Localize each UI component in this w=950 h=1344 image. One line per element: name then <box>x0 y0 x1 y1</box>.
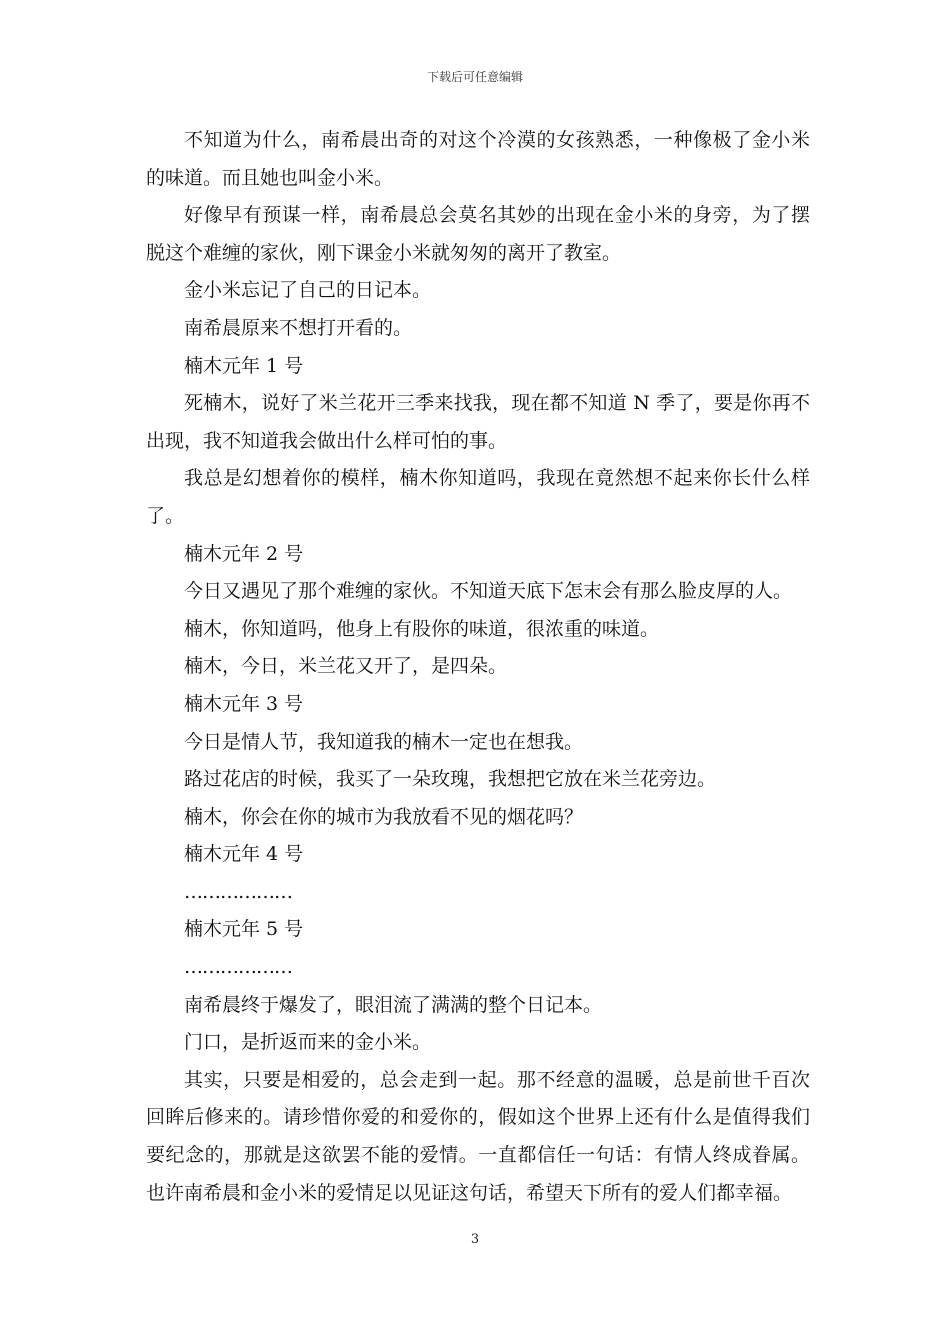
ellipsis-line: ……………… <box>184 880 292 903</box>
paragraph: 南希晨原来不想打开看的。 <box>184 316 413 339</box>
paragraph: 楠木，你知道吗，他身上有股你的味道，很浓重的味道。 <box>184 617 660 640</box>
paragraph: 楠木，你会在你的城市为我放看不见的烟花吗？ <box>184 805 584 828</box>
paragraph: 路过花店的时候，我买了一朵玫瑰，我想把它放在米兰花旁边。 <box>184 768 717 791</box>
paragraph: 今日是情人节，我知道我的楠木一定也在想我。 <box>184 730 584 753</box>
paragraph: 死楠木，说好了米兰花开三季来找我，现在都不知道 N 季了，要是你再不出现，我不知道我会做出什么样可怕的事。 <box>146 392 810 452</box>
paragraph: 今日又遇见了那个难缠的家伙。不知道天底下怎末会有那么脸皮厚的人。 <box>184 580 793 603</box>
paragraph: 不知道为什么，南希晨出奇的对这个冷漠的女孩熟悉，一种像极了金小米的味道。而且她也叫金小米。 <box>146 129 810 189</box>
diary-entry-heading: 楠木元年 1 号 <box>184 354 304 377</box>
diary-entry-heading: 楠木元年 3 号 <box>184 692 304 715</box>
diary-entry-heading: 楠木元年 2 号 <box>184 542 304 565</box>
paragraph: 南希晨终于爆发了，眼泪流了满满的整个日记本。 <box>184 993 603 1016</box>
diary-entry-heading: 楠木元年 4 号 <box>184 843 304 866</box>
paragraph: 金小米忘记了自己的日记本。 <box>184 279 432 302</box>
paragraph: 门口，是折返而来的金小米。 <box>184 1031 432 1054</box>
diary-entry-heading: 楠木元年 5 号 <box>184 918 304 941</box>
ellipsis-line: ……………… <box>184 956 292 979</box>
paragraph: 其实，只要是相爱的，总会走到一起。那不经意的温暖，总是前世千百次回眸后修来的。请珍惜你爱的和爱你的，假如这个世界上还有什么是值得我们要纪念的，那就是这欲罢不能的爱情。一直都信任一句话：有情人终成眷属。也许南希晨和金小米的爱情足以见证这句话，希望天下所有的爱人们都幸福。 <box>146 1068 810 1204</box>
paragraph: 我总是幻想着你的模样，楠木你知道吗，我现在竟然想不起来你长什么样了。 <box>146 467 810 527</box>
page-header-note: 下载后可任意编辑 <box>426 70 523 84</box>
paragraph: 好像早有预谋一样，南希晨总会莫名其妙的出现在金小米的身旁，为了摆脱这个难缠的家伙，刚下课金小米就匆匆的离开了教室。 <box>146 204 810 264</box>
document-body <box>146 122 810 1212</box>
paragraph: 楠木，今日，米兰花又开了，是四朵。 <box>184 655 508 678</box>
page-number: 3 <box>470 1232 480 1247</box>
